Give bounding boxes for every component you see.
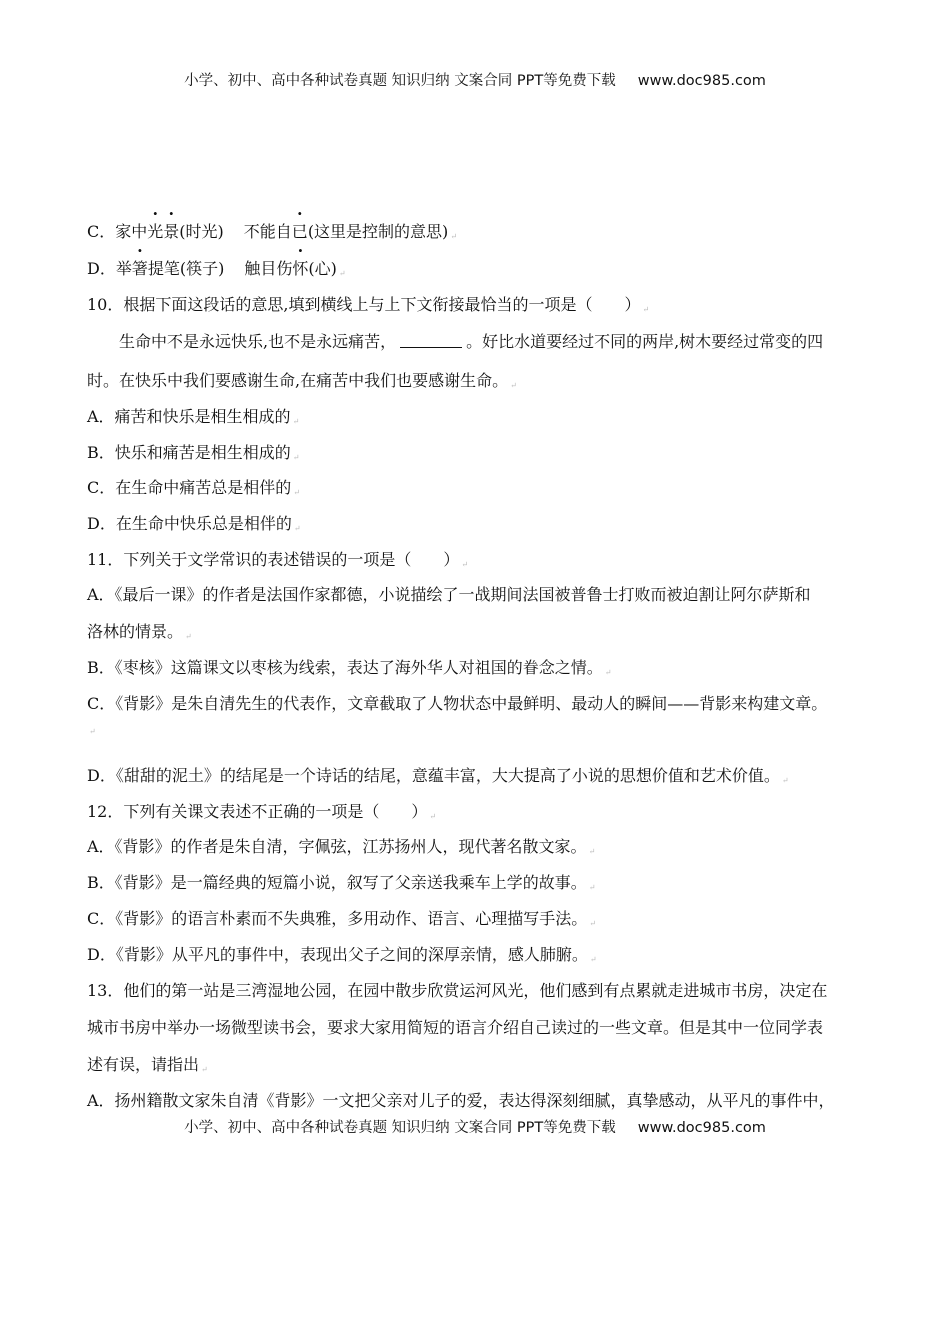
- emphasis-char: 怀: [292, 259, 309, 278]
- q11-option-d: D．《甜甜的泥土》的结尾是一个诗话的结尾，意蕴丰富，大大提高了小说的思想价值和艺术价值。 ↵: [87, 766, 789, 785]
- q12-option-a: A．《背影》的作者是朱自清，字佩弦，江苏扬州人，现代著名散文家。 ↵: [87, 837, 596, 856]
- q11-option-a-cont: 洛林的情景。 ↵: [87, 622, 192, 641]
- q13-option-a: A．扬州籍散文家朱自清《背影》一文把父亲对儿子的爱，表达得深刻细腻，真挚感动，从平凡的事件中，: [87, 1091, 835, 1110]
- q11-option-b: B．《枣核》这篇课文以枣核为线索，表达了海外华人对祖国的眷念之情。 ↵: [87, 658, 612, 677]
- emphasis-char: 光: [147, 222, 164, 241]
- page-footer: [0, 1116, 950, 1137]
- q12-option-d: D．《背影》从平凡的事件中，表现出父子之间的深厚亲情，感人肺腑。 ↵: [87, 945, 597, 964]
- q10-option-c: C．在生命中痛苦总是相伴的 ↵: [87, 478, 300, 497]
- q13-stem: 13．他们的第一站是三湾湿地公园，在园中散步欣赏运河风光，他们感到有点累就走进城市书房，决定在: [87, 981, 828, 1000]
- q10-option-a: A．痛苦和快乐是相生相成的 ↵: [87, 407, 300, 426]
- q13-stem-end: 述有误，请指出 ↵: [87, 1055, 208, 1074]
- q12-option-b: B．《背影》是一篇经典的短篇小说，叙写了父亲送我乘车上学的故事。 ↵: [87, 873, 596, 892]
- q9-option-d: D．举箸提笔(筷子) 触目伤怀(心) ↵: [87, 259, 346, 278]
- footer-text: 小学、初中、高中各种试卷真题 知识归纳 文案合同 PPT等免费下载: [184, 1120, 616, 1136]
- q9-option-c: C．家中光景(时光) 不能自已(这里是控制的意思) ↵: [87, 222, 458, 241]
- answer-blank[interactable]: [400, 332, 462, 348]
- q10-option-b: B．快乐和痛苦是相生相成的 ↵: [87, 443, 300, 462]
- q12-stem: 12．下列有关课文表述不正确的一项是（ ） ↵: [87, 802, 437, 821]
- q10-passage: 生命中不是永远快乐,也不是永远痛苦， 。好比水道要经过不同的两岸,树木要经过常变的四: [119, 332, 824, 351]
- emphasis-char: 景: [163, 222, 180, 241]
- header-text: 小学、初中、高中各种试卷真题 知识归纳 文案合同 PPT等免费下载: [184, 73, 616, 89]
- q10-option-d: D．在生命中快乐总是相伴的 ↵: [87, 514, 301, 533]
- emphasis-char: 已: [291, 222, 308, 241]
- page-header: [0, 69, 950, 90]
- paragraph-mark: ↵: [89, 727, 96, 736]
- q12-option-c: C．《背影》的语言朴素而不失典雅，多用动作、语言、心理描写手法。 ↵: [87, 909, 596, 928]
- footer-url[interactable]: www.doc985.com: [637, 1120, 766, 1136]
- q10-stem: 10．根据下面这段话的意思,填到横线上与上下文衔接最恰当的一项是（ ） ↵: [87, 295, 650, 314]
- q13-stem-cont: 城市书房中举办一场微型读书会，要求大家用简短的语言介绍自己读过的一些文章。但是其中一位同学表: [87, 1018, 824, 1037]
- q11-stem: 11．下列关于文学常识的表述错误的一项是（ ） ↵: [87, 550, 469, 569]
- q11-option-c: C．《背影》是朱自清先生的代表作，文章截取了人物状态中最鲜明、最动人的瞬间——背影来构建文章。: [87, 694, 828, 713]
- q10-passage-cont: 时。在快乐中我们要感谢生命,在痛苦中我们也要感谢生命。 ↵: [87, 371, 517, 390]
- header-url[interactable]: www.doc985.com: [637, 73, 766, 89]
- emphasis-char: 箸: [131, 259, 148, 278]
- q11-option-a: A．《最后一课》的作者是法国作家都德，小说描绘了一战期间法国被普鲁士打败而被迫割让阿尔萨斯和: [87, 585, 811, 604]
